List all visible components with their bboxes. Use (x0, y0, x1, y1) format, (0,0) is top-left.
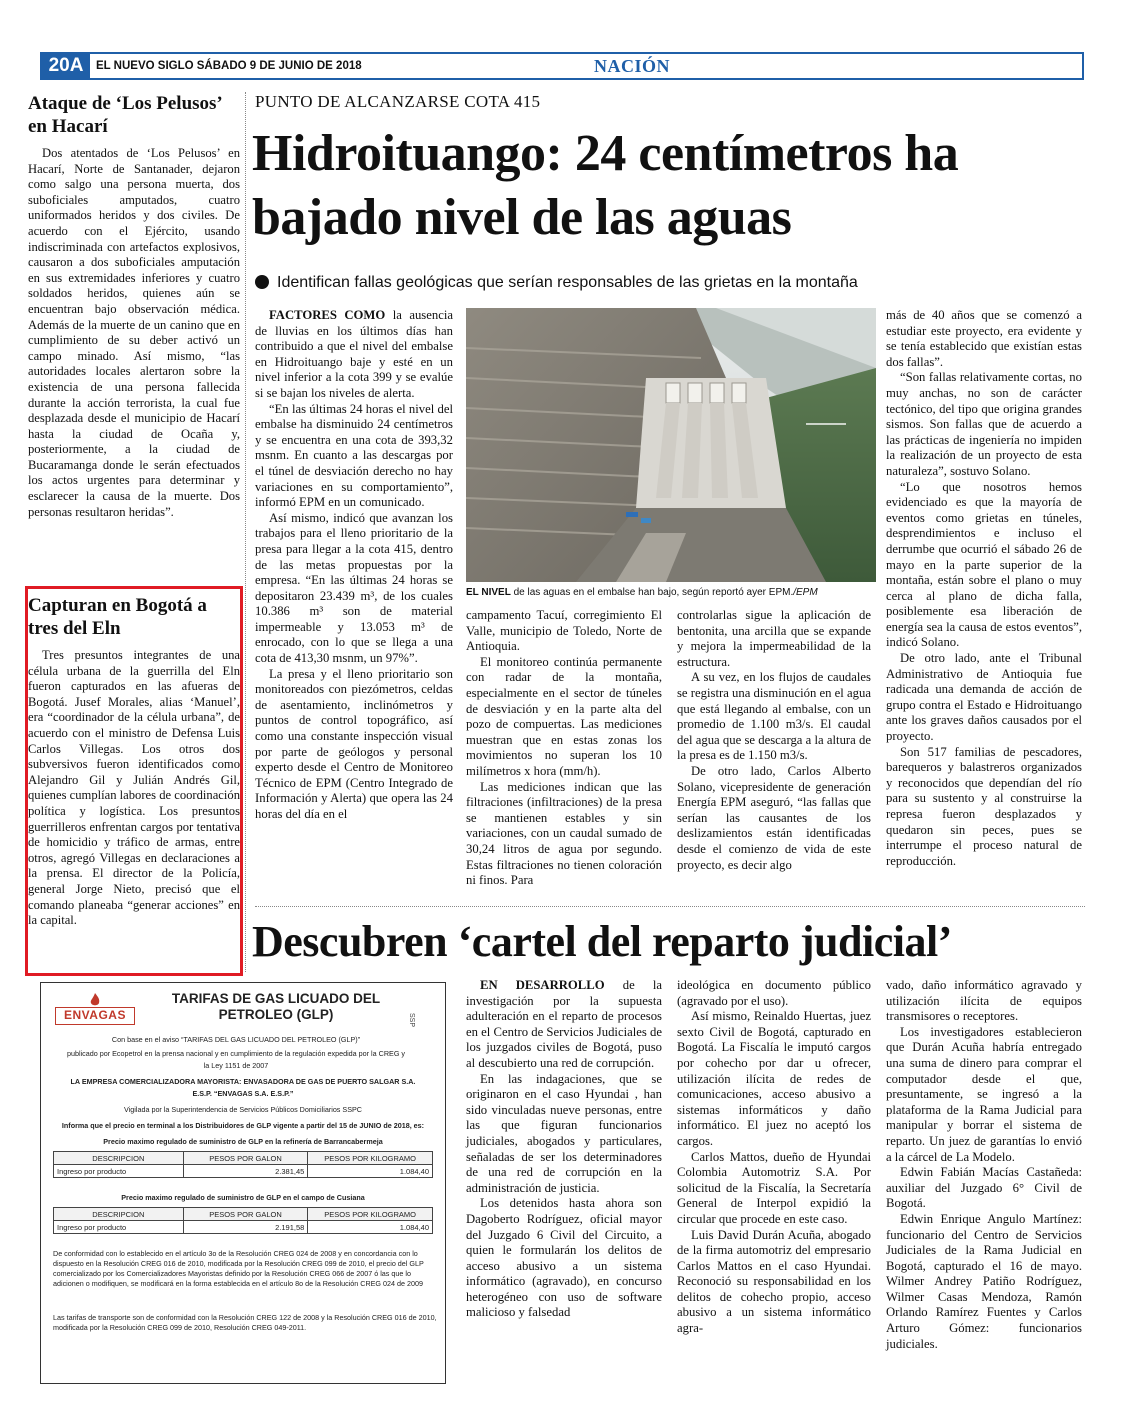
sidebar-story-hacari (28, 92, 240, 520)
table-cell: 2.191,58 (183, 1221, 308, 1234)
page-header-bar (40, 52, 1084, 80)
ad-line: Con base en el aviso “TARIFAS DEL GAS LICUADO DEL PETROLEO (GLP)” (111, 1035, 361, 1044)
page-number: 20A (42, 54, 90, 78)
paragraph: campamento Tacuí, corregimiento El Valle, municipio de Toledo, Norte de Antioquia. (466, 608, 662, 654)
article-column (677, 608, 871, 873)
logo-text: ENVAGAS (55, 1007, 135, 1025)
article-column (886, 308, 1082, 869)
main-headline: Hidroituango: 24 centímetros ha bajado nivel de las aguas (252, 125, 959, 246)
paragraph: A su vez, en los flujos de caudales se registra una disminución en el agua que está llegando al embalse, con un promedio de 1.100 m3/s. El caudal del agua que se descarga a la altura de la presa es de 1.150 m3/s. (677, 670, 871, 763)
table-header: PESOS POR GALON (183, 1208, 308, 1221)
ad-line: Informa que el precio en terminal a los Distribuidores de GLP vigente a partir del 15 de JUNIO de 2018, es: (61, 1121, 425, 1130)
column-divider (245, 92, 246, 972)
ad-footnote: Las tarifas de transporte son de conformidad con la Resolución CREG 122 de 2008 y la Resolución CREG 016 de 2010, modificada por la Resolución CREG 099 de 2010, Resolución CREG 049-2011. (53, 1313, 437, 1332)
envagas-logo (55, 993, 135, 1027)
section-name: NACIÓN (593, 56, 670, 76)
flame-icon (89, 993, 101, 1007)
paragraph: FACTORES COMO la ausencia de lluvias en los últimos días han contribuido a que el nivel del embalse en Hidroituango baje y esté en un nivel inferior a la cota 399 y se evalúe si se bajan los niveles de alerta. (255, 308, 453, 400)
table-title: Precio maximo regulado de suministro de GLP en el campo de Cusiana (121, 1193, 365, 1202)
article-column (466, 608, 662, 889)
lead-in: FACTORES COMO (269, 308, 386, 322)
envagas-ad (40, 982, 446, 1384)
sidebar-story-title: Ataque de ‘Los Pelusos’ en Hacarí (28, 93, 222, 137)
paragraph: La presa y el lleno prioritario son monitoreados con piezómetros, celdas de asentamiento, inclinómetros y puntos de control topográfico, así como una constante inspección visual por parte de geólogos y personal experto desde el Centro de Monitoreo Técnico de EPM (Centro Integrado de Información y Alerta) que opera las 24 horas del día en el (255, 666, 453, 821)
paragraph: De otro lado, Carlos Alberto Solano, vicepresidente de generación Energía EPM aseguró, “las fallas que serían las causantes de los deslizamientos están identificadas desde el comienzo de vida de este proyecto, es decir algo (677, 763, 871, 872)
paragraph: Las mediciones indican que las filtraciones (infiltraciones) de la presa se mantienen estables y sin variaciones, con un caudal sumado de 30,24 litros de agua por segundo. Estas filtraciones no tienen coloración ni finos. Para (466, 779, 662, 888)
article-column (255, 308, 453, 823)
table-cell: Ingreso por producto (54, 1165, 184, 1178)
ad-line: E.S.P. “ENVAGAS S.A. E.S.P.” (192, 1089, 294, 1098)
second-headline: Descubren ‘cartel del reparto judicial’ (252, 917, 952, 966)
dam-illustration (466, 308, 876, 582)
table-title: Precio maximo regulado de suministro de GLP en la refinería de Barrancabermeja (103, 1137, 383, 1146)
bullet-icon (255, 275, 269, 289)
ad-stamp: SSP (408, 1013, 415, 1028)
publication-date: EL NUEVO SIGLO SÁBADO 9 DE JUNIO DE 2018 (96, 60, 362, 72)
table-cell: 1.084,40 (308, 1221, 433, 1234)
kicker: PUNTO DE ALCANZARSE COTA 415 (255, 92, 541, 111)
paragraph: “Son fallas relativamente cortas, no muy anchas, no son de carácter tectónico, del tipo que origina grandes sismos. Son fallas que de acuerdo a las prácticas de ingeniería no impiden la realización de un proyecto de esta naturaleza”, sostuvo Solano. (886, 370, 1082, 478)
paragraph: EN DESARROLLO de la investigación por la supuesta adulteración en el reparto de procesos en el Centro de Servicios Judiciales de los juzgados civiles de Bogotá, puso al descubierto una red de corrupción. (466, 978, 662, 1070)
price-table-barrancabermeja (53, 1151, 433, 1178)
sidebar-story-body: Tres presuntos integrantes de una célula urbana de la guerrilla del Eln fueron capturados en las afueras de Bogotá. Jusef Morales, alias ‘Manuel’, era “coordinador de la célula urbana”, de acuerdo con el ministro de Defensa Luis Carlos Villegas. Los otros dos subversivos fueron identificados como Alejandro Gil y Julián Andrés Gil, quienes cumplían labores de coordinación política y logística. Los presuntos guerrilleros enfrentan cargos por tentativa de homicidio y tráfico de armas, entre otros, agregó Villegas en declaraciones a la prensa. El director de la Policía, general Jorge Nieto, precisó que el comando planeaba “generar acciones” en la capital. (28, 648, 240, 928)
paragraph: Así mismo, Reinaldo Huertas, juez sexto Civil de Bogotá, capturado en Bogotá. La Fiscalía le imputó cargos por cohecho por dar u ofrecer, utilización ilícita de redes de comunicaciones, acceso abusivo a sistemas informáticos y daño informático. El juez no aceptó los cargos. (677, 1009, 871, 1148)
table-header: PESOS POR GALON (183, 1152, 308, 1165)
photo-caption: EL NIVEL de las aguas en el embalse han bajo, según reportó ayer EPM./EPM (466, 587, 818, 598)
paragraph: De otro lado, ante el Tribunal Administrativo de Antioquia fue radicada una demanda de acción de grupo contra el Estado e Hidroituango ante los graves daños causados por el proyecto. (886, 651, 1082, 744)
paragraph: Son 517 familias de pescadores, barequeros y balastreros organizados y reconocidos que dependían del río para su sustento y al construirse la represa fueron desplazados y quedaron sin peces, pues se interrumpe el proceso natural de reproducción. (886, 744, 1082, 868)
table-header: DESCRIPCION (54, 1208, 184, 1221)
photo-credit: /EPM (793, 587, 818, 598)
article-column (677, 978, 871, 1337)
paragraph: Carlos Mattos, dueño de Hyundai Colombia Automotriz S.A. Por solicitud de la Fiscalía, la Secretaría General de Interpol expidió la circular que procede en este caso. (677, 1149, 871, 1226)
paragraph: Edwin Fabián Macías Castañeda: auxiliar del Juzgado 6° Civil de Bogotá. (886, 1165, 1082, 1211)
ad-line: LA EMPRESA COMERCIALIZADORA MAYORISTA: ENVASADORA DE GAS DE PUERTO SALGAR S.A. (70, 1077, 416, 1086)
dam-photo (466, 308, 876, 582)
paragraph: Edwin Enrique Angulo Martínez: funcionario del Centro de Servicios Judiciales de la Rama Judicial en Bogotá, capturado el 16 de mayo. Wilmer Andrey Patiño Rodríguez, Wilmer Casas Mendoza, Ramón Orlando Ramírez Fuentes y Carlos Arturo Gómez: funcionarios judiciales. (886, 1211, 1082, 1351)
deck (255, 272, 1085, 294)
table-header: PESOS POR KILOGRAMO (308, 1152, 433, 1165)
lead-in: EN DESARROLLO (480, 978, 605, 992)
sidebar-story-title: Capturan en Bogotá a tres del Eln (28, 595, 207, 639)
paragraph: Luis David Durán Acuña, abogado de la firma automotriz del empresario Carlos Mattos en el caso Hyundai. Reconoció su responsabilidad en los delitos de cohecho propio, acceso abusivo a un sistema informático agra- (677, 1227, 871, 1336)
paragraph: “Lo que nosotros hemos evidenciado es que la mayoría de eventos como grietas en túneles, desprendimientos e incluso el derrumbe que ocurrió el sábado 26 de mayo en la parte superior de la montaña, están sobre el plano o muy cerca al plano de dicha falla, posiblemente esa liberación de energía sea la causa de estos eventos”, indicó Solano. (886, 479, 1082, 650)
paragraph: vado, daño informático agravado y utilización ilícita de equipos transmisores o receptores. (886, 978, 1082, 1024)
sidebar-story-body: Dos atentados de ‘Los Pelusos’ en Hacarí, Norte de Santanader, dejaron como salgo una persona muerta, dos suboficiales amputados, cuatro uniformados heridos y dos civiles. De acuerdo con el Ejército, usando indiscriminada con artefactos explosivos, causaron a dos suboficiales amputación en sus extremidades inferiores y cuatro soldados heridos, quienes aún se encuentran bajo observación médica. Además de la muerte de un canino que en cumplimiento de su deber activó un campo minado. Así mismo, “las autoridades locales alertaron sobre la existencia de una persona fallecida durante la acción terrorista, la cual fue desplazada desde el municipio de Hacarí hasta la ciudad de Ocaña y, posteriormente, a la ciudad de Bucaramanga donde le serán efectuados los actos urgentes para determinar y esclarecer la causa de la muerte. Dos personas resultaron heridas”. (28, 146, 240, 519)
story-divider (255, 906, 1085, 907)
paragraph: más de 40 años que se comenzó a estudiar este proyecto, era evidente y se tenía establecido que existían estas dos fallas”. (886, 308, 1082, 369)
ad-footnote: De conformidad con lo establecido en el artículo 3o de la Resolución CREG 024 de 2008 y en concordancia con lo dispuesto en la Resolución CREG 016 de 2010, modificada por la Resolución CREG 099 de 2010, el precio del GLP comercializado por los Comercializadores Mayoristas definido por la Resolución CREG 066 de 2007 ó las que lo adicionen o modifiquen, se modificará en la forma establecida en el artículo 8o de la Resolución CREG 024 de 2009 (53, 1249, 424, 1288)
paragraph: En las indagaciones, que se originaron en el caso Hyundai , han sido vinculadas nueve personas, entre las que figuran funcionarios judiciales, abogados y particulares, señaladas de ser los determinadores de una red de corrupción en la administración de justicia. (466, 1071, 662, 1195)
paragraph: controlarlas sigue la aplicación de bentonita, una arcilla que se expande y mejora la impermeabilidad de la estructura. (677, 608, 871, 669)
paragraph: El monitoreo continúa permanente con radar de la montaña, especialmente en el sector de túneles de desviación y en la parte alta del pozo de compuertas. Las mediciones muestran que en estas zonas los movimientos no superan los 10 milímetros x hora (mm/h). (466, 654, 662, 778)
table-cell: 1.084,40 (308, 1165, 433, 1178)
table-header: PESOS POR KILOGRAMO (308, 1208, 433, 1221)
paragraph: ideológica en documento público (agravado por el uso). (677, 978, 871, 1008)
ad-line: la Ley 1151 de 2007 (203, 1061, 269, 1070)
sidebar-story-eln (28, 594, 240, 929)
paragraph: Los investigadores establecieron que Durán Acuña habría entregado una suma de dinero para comprar el computador desde el que, presuntamente, se ingresó a la plataforma de la Rama Judicial para manipular y borrar el sistema de reparto. Un juez de garantías lo envió a la cárcel de La Modelo. (886, 1024, 1082, 1164)
article-column (466, 978, 662, 1321)
price-table-cusiana (53, 1207, 433, 1234)
ad-line: publicado por Ecopetrol en la prensa nacional y en cumplimiento de la regulación expedida por la CREG y (66, 1049, 405, 1058)
table-cell: 2.381,45 (183, 1165, 308, 1178)
deck-text: Identifican fallas geológicas que serían responsables de las grietas en la montaña (277, 274, 858, 291)
ad-line: Vigilada por la Superintendencia de Servicios Públicos Domiciliarios SSPC (124, 1105, 362, 1114)
table-header: DESCRIPCION (54, 1152, 184, 1165)
paragraph: Los detenidos hasta ahora son Dagoberto Rodríguez, oficial mayor del Juzgado 6 Civil del Circuito, a quien le formularán los delitos de acceso abusivo a un sistema informático (agravado), en concurso heterogéneo con uso de software malicioso y falsedad (466, 1196, 662, 1320)
paragraph: “En las últimas 24 horas el nivel del embalse ha disminuido 24 centímetros y se encuentra en una cota de 393,32 msnm. En cuanto a las descargas por el túnel de desviación derecho no hay variaciones en su comportamiento”, informó EPM en un comunicado. (255, 401, 453, 510)
article-column (886, 978, 1082, 1352)
ad-title: TARIFAS DE GAS LICUADO DEL PETROLEO (GLP) (171, 991, 381, 1022)
table-cell: Ingreso por producto (54, 1221, 184, 1234)
paragraph: Así mismo, indicó que avanzan los trabajos para el lleno prioritario de la presa para llegar a la cota 415, dentro de las metas propuestas por la empresa. “En las últimas 24 horas se depositaron 23.439 m³, de los cuales 10.386 m³ son de material impermeable y 13.053 m³ de enrocado, con lo que se llega a una cota de 413,30 msnm, un 97%”. (255, 510, 453, 666)
